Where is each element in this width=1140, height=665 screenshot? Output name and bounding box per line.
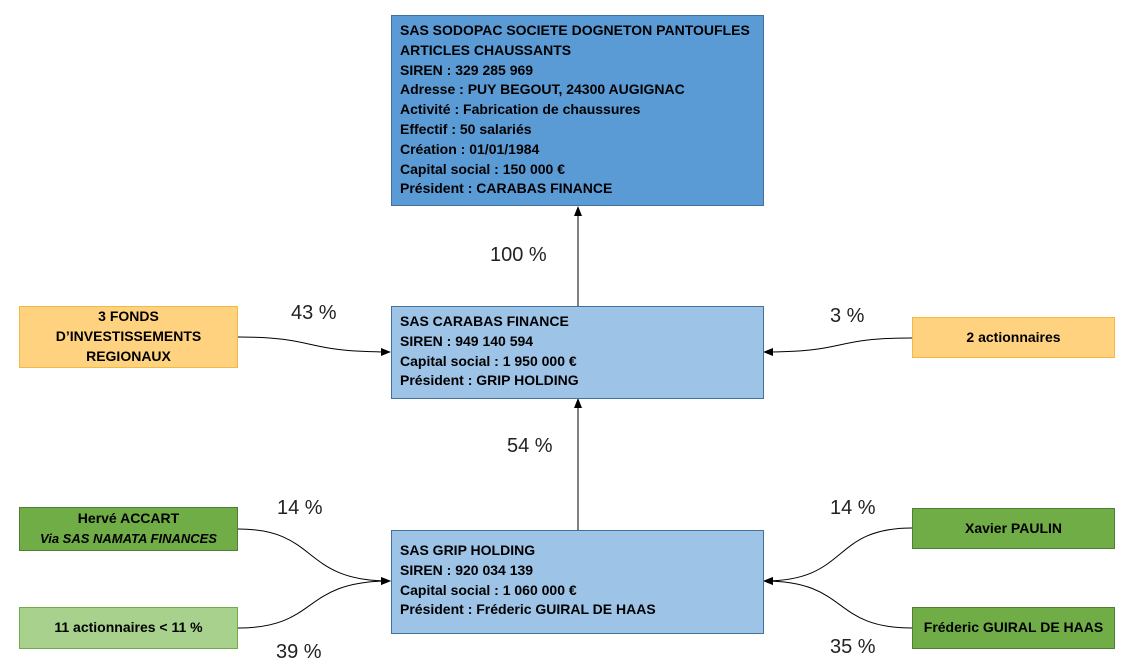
xavier-shareholder-box: [912, 508, 1115, 549]
sodopac-siren: SIREN : 329 285 969: [400, 61, 534, 78]
pct-frederic-to-grip: 35 %: [830, 636, 876, 658]
grip-president: Président : Fréderic GUIRAL DE HAAS: [400, 601, 656, 618]
arrow-frederic-to-grip: [764, 581, 912, 628]
pct-eleven-to-grip: 39 %: [276, 641, 322, 663]
pct-xavier-to-grip: 14 %: [830, 497, 876, 519]
funds-line2: D’INVESTISSEMENTS: [55, 328, 202, 345]
pct-herve-to-grip: 14 %: [277, 497, 323, 519]
sodopac-staff: Effectif : 50 salariés: [400, 120, 532, 137]
pct-funds-to-carabas: 43 %: [291, 302, 337, 324]
eleven-shareholders-box: [19, 607, 238, 649]
sodopac-address: Adresse : PUY BEGOUT, 24300 AUGIGNAC: [400, 81, 685, 98]
grip-entity-box: [391, 530, 764, 634]
sodopac-capital: Capital social : 150 000 €: [400, 160, 565, 177]
pct-carabas-to-sodopac: 100 %: [490, 244, 547, 266]
frederic-shareholder-box: [912, 607, 1115, 649]
two-shareholders-label: 2 actionnaires: [966, 328, 1061, 345]
two-shareholders-box: [912, 317, 1115, 358]
arrow-xavier-to-grip: [764, 528, 912, 581]
herve-via: Via SAS NAMATA FINANCES: [40, 531, 217, 546]
sodopac-activity: Activité : Fabrication de chaussures: [400, 101, 641, 118]
sodopac-creation: Création : 01/01/1984: [400, 140, 540, 157]
sodopac-president: Président : CARABAS FINANCE: [400, 180, 613, 197]
arrow-funds-to-carabas: [238, 337, 390, 352]
arrow-eleven-to-grip: [238, 581, 390, 628]
herve-shareholder-box: [19, 507, 238, 551]
arrow-two-to-carabas: [764, 338, 912, 352]
sodopac-name-line1: SAS SODOPAC SOCIETE DOGNETON PANTOUFLES: [400, 22, 750, 38]
carabas-president: Président : GRIP HOLDING: [400, 372, 579, 389]
carabas-name: SAS CARABAS FINANCE: [400, 313, 569, 329]
eleven-shareholders-label: 11 actionnaires < 11 %: [54, 619, 203, 636]
herve-name: Hervé ACCART: [77, 510, 180, 527]
carabas-entity-box: [391, 306, 764, 399]
funds-line3: REGIONAUX: [86, 347, 171, 364]
funds-shareholder-box: [19, 306, 238, 368]
pct-two-to-carabas: 3 %: [830, 305, 865, 327]
grip-siren: SIREN : 920 034 139: [400, 561, 534, 578]
grip-capital: Capital social : 1 060 000 €: [400, 581, 577, 598]
frederic-label: Fréderic GUIRAL DE HAAS: [923, 619, 1104, 636]
carabas-siren: SIREN : 949 140 594: [400, 332, 534, 349]
arrow-herve-to-grip: [238, 529, 390, 581]
grip-name: SAS GRIP HOLDING: [400, 542, 536, 558]
funds-line1: 3 FONDS: [98, 308, 159, 325]
xavier-label: Xavier PAULIN: [965, 519, 1062, 536]
sodopac-entity-box: [391, 15, 764, 206]
carabas-capital: Capital social : 1 950 000 €: [400, 352, 577, 369]
sodopac-name-line2: ARTICLES CHAUSSANTS: [400, 41, 572, 58]
pct-grip-to-carabas: 54 %: [507, 435, 553, 457]
